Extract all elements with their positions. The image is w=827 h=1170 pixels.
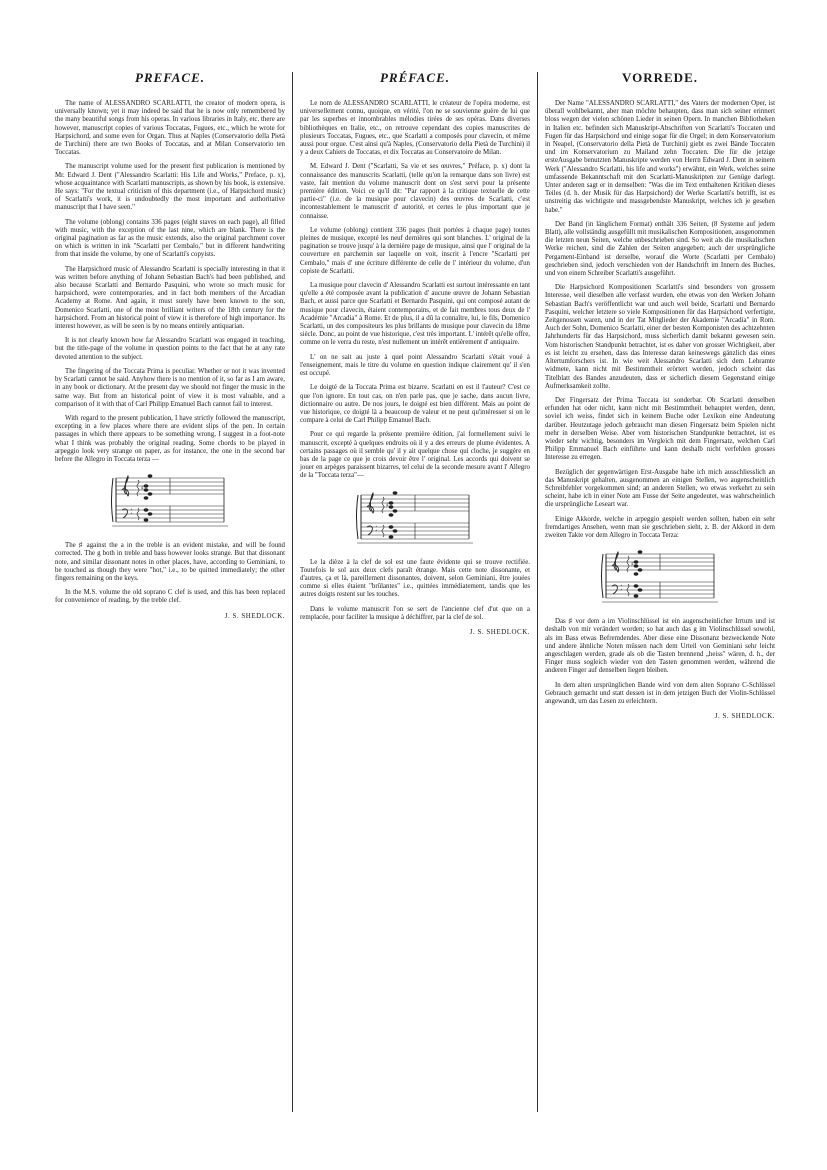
- paragraph: Der Fingersatz der Prima Toccata ist sonderbar. Ob Scarlatti denselben erfunden hat oder nicht, kann nicht mit Bestimmtheit behauptet werden, denn, soviel ich weiss, findet sich in keinem Buche oder Lexikon eine Andeutung darüber. Heutzutage jedoch gebraucht man diesen Fingersatz beim Spielen nicht mehr in derselben Weise. Aber vom historischen Standpunkte betrachtet, ist es wieder sehr wichtig, besonders im Vergleich mit dem Fingersatz, welchen Carl Philipp Emmanuel Bach einführte und kann deshalb nicht verfehlen grosses Interesse zu erregen.: [545, 396, 775, 462]
- column-heading: VORREDE.: [622, 70, 698, 85]
- paragraph: La musique pour clavecin d' Alessandro Scarlatti est surtout intéressante en tant qu'elle a été composée avant la publication d' aucune œuvre de Johann Sebastian Bach, et aussi parce que Scarlatti et Bernardo Pasquini, qui ont composé autant de musique pour clavecin, étaient contemporains, et de fait membres tous deux de l' Académie "Arcadia" à Rome. Et de plus, il a dû la connaître, lui, le fils, Domenico Scarlatti, un des compositeurs les plus brillants de musique pour clavecin du 18me siècle. Donc, au point de vue historique, c'est très important. L' intérêt qu'elle offre, comme on le verra du reste, n'est nullement un intérêt entièrement d' antiquaire.: [300, 282, 530, 347]
- paragraph: Le nom de ALESSANDRO SCARLATTI, le créateur de l'opéra moderne, est universellement connu, quoique, en vérité, l'on ne se souvienne guère de lui que par les superbes et innombrables mélodies tirées de ses opéras. Dans diverses bibliothèques en Italie, etc., on retrouve cependant des copies manuscrites de plusieurs Toccatas, Fugues, etc., que Scarlatti a composés pour clavecin, et même aussi pour orgue. C'est ainsi qu'à Naples, (Conservatorio della Pietà de Turchini) il y a deux Cahiers de Toccatas, et dix Toccatas au Conservatoire de Milan.: [300, 100, 530, 157]
- paragraph: With regard to the present publication, I have strictly followed the manuscript, excepting in a few places where there are evident slips of the pen. In certain passages in which there appears to be something wrong, I suggest in a foot-note what I think was probably the original reading. Some chords to be played in arpeggio look very strange on paper, as for instance, the one in the second bar before the Allegro in Toccata terza —: [55, 414, 285, 463]
- paragraphs-before-example: [55, 100, 285, 464]
- french-column: [300, 64, 530, 636]
- paragraph: The manuscript volume used for the present first publication is mentioned by Mr. Edward J. Dent ("Alessandro Scarlatti: His Life and Works," Preface, p. x), whose acquaintance with Scarlatti manuscripts, as shown by his book, is extensive. He says: "For the textual criticism of this department (i.e., of Harpsichord music) of Scarlatti's work, it is undoubtedly the most important and authoritative manuscript that I have seen.": [55, 163, 285, 212]
- paragraph: Le volume (oblong) contient 336 pages (huit portées à chaque page) toutes pleines de musique, excepté les neuf dernières qui sont blanches. L' original de la pagination se trouve jusqu' à la dernière page de musique, ainsi que l' original de la couverture en parchemin sur laquelle on voit, inscrit à l'encre "Scarlatti per Cembalo," mais d' une écriture différente de celle de l' intérieur du volume, d'un copiste de Scarlatti.: [300, 226, 530, 275]
- paragraph: Der Band (in länglichem Format) enthält 336 Seiten, (8 Systeme auf jedem Blatt), alle vollständig ausgefüllt mit musikalischen Kompositionen, ausgenommen die letzten neun Seiten, welche unbeschrieben sind. So weit als die musikalischen Werke reichen, sind die Zahlen der Seiten angegeben; auch der ursprüngliche Pergament-Einband ist derselbe, worauf die Worte (Scarlatti per Cembalo) geschrieben sind, jedoch verschieden von der Handschrift im Innern des Buches, und von einem Schreiber Scarlatti's ausgeführt.: [545, 220, 775, 278]
- paragraph: M. Edward J. Dent ("Scarlatti, Sa vie et ses œuvres," Préface, p. x) dont la connaissance des manuscrits Scarlatti, (telle qu'on la remarque dans son livre) est vaste, fait mention du volume manuscrit dont on s'est servi pour la présente première édition. Voici ce qu'il dit: "Par rapport à la critique textuelle de cette partie-ci" (i.e. de la musique pour clavecin) des œuvres de Scarlatti, c'est incontestablement le manuscrit d' autorité, et certes le plus important que je connaisse.: [300, 163, 530, 220]
- signature: J. S. SHEDLOCK.: [714, 712, 775, 721]
- paragraph: Pour ce qui regarde la présente première édition, j'ai formellement suivi le manuscrit, excepté à quelques endroits où il y a des erreurs de plume évidentes. A certains passages où il semble qu' il y ait quelque chose qui cloche, je suggère en bas de la page ce que je crois devoir être l' original. Les accords qui doivent se jouer en arpèges paraissent bizarres, tel celui de la seconde mesure avant l' Allegro de la "Toccata terza"—: [300, 431, 530, 480]
- paragraphs-after-example: [55, 542, 285, 605]
- german-column: [545, 64, 775, 720]
- music-example: [600, 550, 720, 606]
- music-example: [110, 474, 230, 530]
- svg-text:♯: ♯: [386, 501, 389, 509]
- paragraph: In the M.S. volume the old soprano C clef is used, and this has been replaced for convenience of reading, by the treble clef.: [55, 589, 285, 605]
- svg-text:♯: ♯: [141, 485, 144, 493]
- paragraphs-before-example: [545, 100, 775, 540]
- paragraph: Dans le volume manuscrit l'on se sert de l'ancienne clef d'ut que on a remplacée, pour faciliter la musique à déchiffrer, par la clef de sol.: [300, 605, 530, 621]
- paragraphs-after-example: [300, 559, 530, 622]
- signature: J. S. SHEDLOCK.: [224, 611, 285, 620]
- svg-text:♯: ♯: [631, 561, 634, 569]
- paragraph: The Harpsichord music of Alessandro Scarlatti is specially interesting in that it was written before anything of Johann Sebastian Bach's had been published, and also because Scarlatti and Bernardo Pasquini, who wrote so much music for harpsichord, were contemporaries, and in fact both members of the Arcadian Academy at Rome. And again, it must surely have been known to the son, Domenico Scarlatti, one of the most brilliant writers of the 18th century for the harpsichord. From an historical point of view it is therefore of high importance. Its interest however, as will be seen is by no means entirely antiquarian.: [55, 265, 285, 331]
- paragraph: Einige Akkorde, welche in arpeggio gespielt werden sollten, haben ein sehr fremdartiges Ansehen, wenn man sie geschrieben sieht, z. B. der Akkord in dem zweiten Takte vor dem Allegro in Toccata Terza:: [545, 515, 775, 539]
- paragraph: Die Harpsichord Kompositionen Scarlatti's sind besonders von grossem Interesse, weil dieselben alle verfasst wurden, ehe etwas von den Werken Johann Sebastian Bach's veröffentlicht war und auch weil beide, Scarlatti und Bernardo Pasquini, welcher letztere so viele Kompositionen für das Harpsichord verfertigte, Zeitgenossen waren, und in der Tat Mitglieder der Akademie "Arcadia" in Rom. Auch der Sohn, Domenico Scarlatti, einer der besten Komponisten des achtzehnten Jahrhunderts für das Harpsichord, muss sicherlich damit bekannt gewesen sein. Vom historischen Standpunkt betrachtet, ist es daher von grosser Wichtigkeit, aber es ist leicht zu ersehen, dass das Interesse daran keineswegs gänzlich das eines Altertumforschers ist. In wie weit Alessandro Scarlatti sich dem Lehramte widmete, kann nicht mit Bestimmtheit erörtert werden, jedoch scheint das Titelblatt des Bandes anzudeuten, dass er sicherlich diesem Gegenstand einige Aufmerksamkeit zollte.: [545, 284, 775, 390]
- column-heading: PREFACE.: [134, 70, 206, 85]
- column-divider: [537, 72, 538, 1112]
- paragraph: The ♯ against the a in the treble is an evident mistake, and will be found corrected. The g both in treble and bass however looks strange. But that dissonant note, and similar dissonant notes in other places, have, according to Geminiani, to be touched as though they were "hot," i.e., to be quitted immediately; the other fingers remaining on the keys.: [55, 542, 285, 582]
- paragraph: In dem alten ursprünglichen Bande wird von dem alten Soprano C-Schlüssel Gebrauch gemacht und statt dessen ist in dem jetzigen Buch der Violin-Schlüssel angewandt, um das Lesen zu erleichtern.: [545, 681, 775, 705]
- column-divider: [292, 72, 293, 1112]
- paragraph: Der Name "ALESSANDRO SCARLATTI," des Vaters der modernen Oper, ist überall wohlbekannt, aber man möchte behaupten, dass man sich seiner erinnert bloss wegen der vielen schönen Lieder in seinen Opern. In manchen Bibliotheken in Italien etc. befinden sich Manuskript-Abschriften von Scarlatti's Toccaten und Fugen für das Harpsichord und einige sogar für die Orgel; in dem Konservatorium in Neapel, (Conservatorio della Pietà de Turchini) giebt es zwei Bände Toccaten und im Konservatorium zu Mailand zehn Toccaten. Die für die jetzige ersteAusgabe benutzten Manuskripte werden von Herrn Edward J. Dent in seinem Werk ("Alessandro Scarlatti, his life and works") erwähnt, ein Werk, welches seine umfassende Bekanntschaft mit den Scarlatti-Manuskripten zur Genüge darlegt. Unter anderen sagt er in demselben: "Was die im Text enthaltenen Kritiken dieses Teiles (d. h. der Musik für das Harpsichord) der Werke Scarlatti's betrifft, ist es unstreitig das wichtigste und massgebendste Manuskript, welches ich je gesehen habe.": [545, 100, 775, 214]
- paragraph: It is not clearly known how far Alessandro Scarlatti was engaged in teaching, but the title-page of the volume in question points to the fact that he at any rate devoted attention to the subject.: [55, 337, 285, 361]
- signature: J. S. SHEDLOCK.: [469, 627, 530, 636]
- paragraph: L' on ne sait au juste à quel point Alessandro Scarlatti s'était voué à l'enseignement, mais le titre du volume en question indique clairement qu' il s'en est occupé.: [300, 353, 530, 378]
- column-heading: PRÉFACE.: [379, 70, 451, 85]
- english-column: [55, 64, 285, 620]
- paragraphs-before-example: [300, 100, 530, 481]
- paragraph: Bezüglich der gegenwärtigen Erst-Ausgabe habe ich mich ausschliesslich an das Manuskript gehalten, ausgenommen an einigen Stellen, wo augenscheinlich Schreibfehler vorgekommen sind; an anderen Stellen, wo etwas verkehrt zu sein scheint, habe ich in einer Note am Fusse der Seite angedeutet, was wahrscheinlich die ursprüngliche Leseart war.: [545, 468, 775, 509]
- paragraph: The fingering of the Toccata Prima is peculiar. Whether or not it was invented by Scarlatti cannot be said. Anyhow there is no mention of it, so far as I am aware, in any book or dictionary. At the present day we should not finger the music in the same way. But from an historical point of view it is most valuable, and a comparison of it with that of Carl Philipp Emanuel Bach cannot fail to interest.: [55, 367, 285, 408]
- paragraph: Das ♯ vor dem a im Violinschlüssel ist ein augenscheinlicher Irrtum und ist deshalb von mir verändert worden; so hat auch das g im Violinschlüssel sowohl, als im Bass etwas Befremdendes. Aber diese eine Dissonanz bezweckende Note und andere ähnliche Noten müssen nach dem Urteil von Geminiani sehr leicht angeschlagen werden, grade als ob die Tasten brennend „heiss" wären, d. h., der Finger muss sogleich wieder von den Tasten genommen werden, während die anderen Finger auf denselben liegen bleiben.: [545, 618, 775, 675]
- paragraph: Le la dièze à la clef de sol est une faute évidente qui se trouve rectifiée. Toutefois le sol aux deux clefs paraît étrange. Mais cette note dissonante, et d'autres, ça et là, pareillement dissonantes, doivent, selon Geminiani, être jouées comme si elles étaient "brûlantes" i.e., quittées immédiatement, tandis que les autres doigts restent sur les touches.: [300, 558, 530, 599]
- music-example: [355, 491, 475, 547]
- paragraph: The volume (oblong) contains 336 pages (eight staves on each page), all filled with music, with the exception of the last nine, which are blank. There is the original pagination as far as the music extends, also the original parchment cover on which is written in ink "Scarlatti per Cembalo," but in different handwriting from that inside the volume, by one of Scarlatti's copyists.: [55, 218, 285, 259]
- paragraphs-after-example: [545, 618, 775, 706]
- paragraph: Le doigté de la Toccata Prima est bizarre. Scarlatti en est il l'auteur? C'est ce que l'on ignore. En tout cas, on n'en parle pas, que je sache, dans aucun livre, dictionnaire ou autre. De nos jours, le doigté est bien différent. Mais au point de vue historique, ce doigté là a beaucoup de valeur et ne peut qu'intéresser si on le compare à celui de Carl Philipp Emanuel Bach.: [300, 384, 530, 425]
- preface-page: [55, 64, 785, 1104]
- paragraph: The name of ALESSANDRO SCARLATTI, the creator of modern opera, is universally known; yet it may indeed be said that he is now only remembered by the many beautiful songs from his operas. In various libraries in Italy, etc. there are however, manuscript copies of various Toccatas, Fugues, etc., which he wrote for Harpsichord, and some even for Organ. Thus at Naples (Conservatorio della Pietà de Turchini) there are two Books of Toccatas, and at Milan Conservatorio ten Toccatas.: [55, 100, 285, 157]
